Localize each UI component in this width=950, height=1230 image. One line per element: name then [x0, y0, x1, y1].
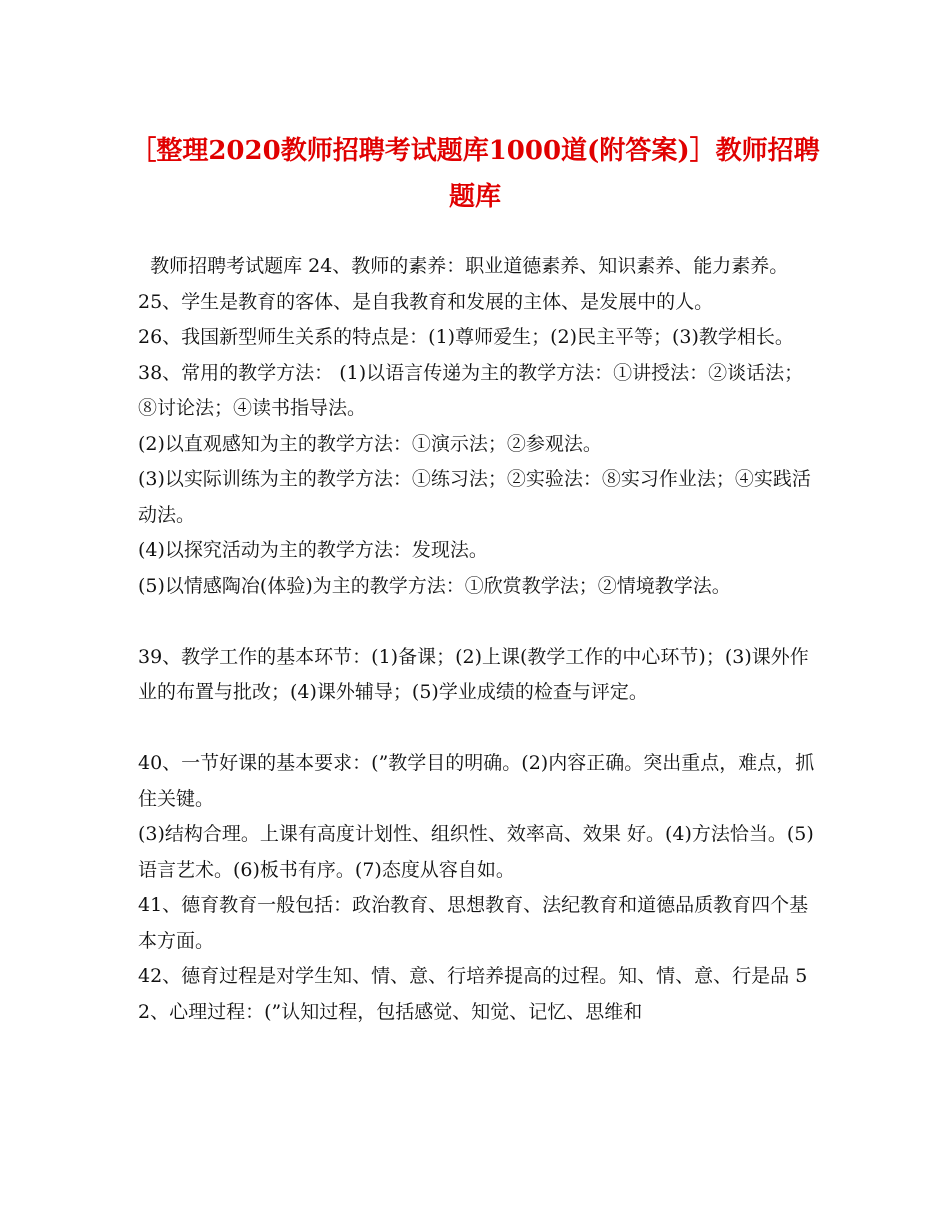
paragraph-38-5: (5)以情感陶冶(体验)为主的教学方法：①欣赏教学法；②情境教学法。 [138, 574, 731, 597]
paragraph-38-2: (2)以直观感知为主的教学方法：①演示法；②参观法。 [138, 432, 602, 455]
paragraph-spacer [138, 711, 818, 747]
paragraph-25: 25、学生是教育的客体、是自我教育和发展的主体、是发展中的人。 [138, 290, 714, 313]
paragraph-38-3: (3)以实际训练为主的教学方法：①练习法；②实验法：⑧实习作业法；④实践活动法。 [138, 468, 811, 526]
paragraph-24: 教师招聘考试题库 24、教师的素养：职业道德素养、知识素养、能力素养。 [138, 255, 789, 277]
paragraph-38-4: (4)以探究活动为主的教学方法：发现法。 [138, 539, 488, 561]
paragraph-41: 41、德育教育一般包括：政治教育、思想教育、法纪教育和道德品质教育四个基本方面。 [138, 894, 809, 952]
paragraph-spacer [138, 604, 818, 640]
paragraph-38: 38、常用的教学方法： (1)以语言传递为主的教学方法：①讲授法：②谈话法；⑧讨论法；④读书指导法。 [138, 361, 804, 419]
paragraph-26: 26、我国新型师生关系的特点是：(1)尊师爱生；(2)民主平等；(3)教学相长。 [138, 326, 794, 348]
paragraph-42: 42、德育过程是对学生知、情、意、行培养提高的过程。知、情、意、行是品 52、心理过程：(”认知过程，包括感觉、知觉、记忆、思维和 [138, 965, 808, 1023]
document-body [138, 249, 818, 1030]
paragraph-39: 39、教学工作的基本环节：(1)备课；(2)上课(教学工作的中心环节)；(3)课外作业的布置与批改；(4)课外辅导；(5)学业成绩的检查与评定。 [138, 645, 809, 703]
paragraph-40-3: (3)结构合理。上课有高度计划性、组织性、效率高、效果 好。(4)方法恰当。(5)语言艺术。(6)板书有序。(7)态度从容自如。 [138, 823, 814, 881]
paragraph-40: 40、一节好课的基本要求：(”教学目的明确。(2)内容正确。突出重点，难点，抓住关键。 [138, 752, 815, 810]
document-title: ［整理2020教师招聘考试题库1000道(附答案)］教师招聘题库 [130, 136, 820, 212]
